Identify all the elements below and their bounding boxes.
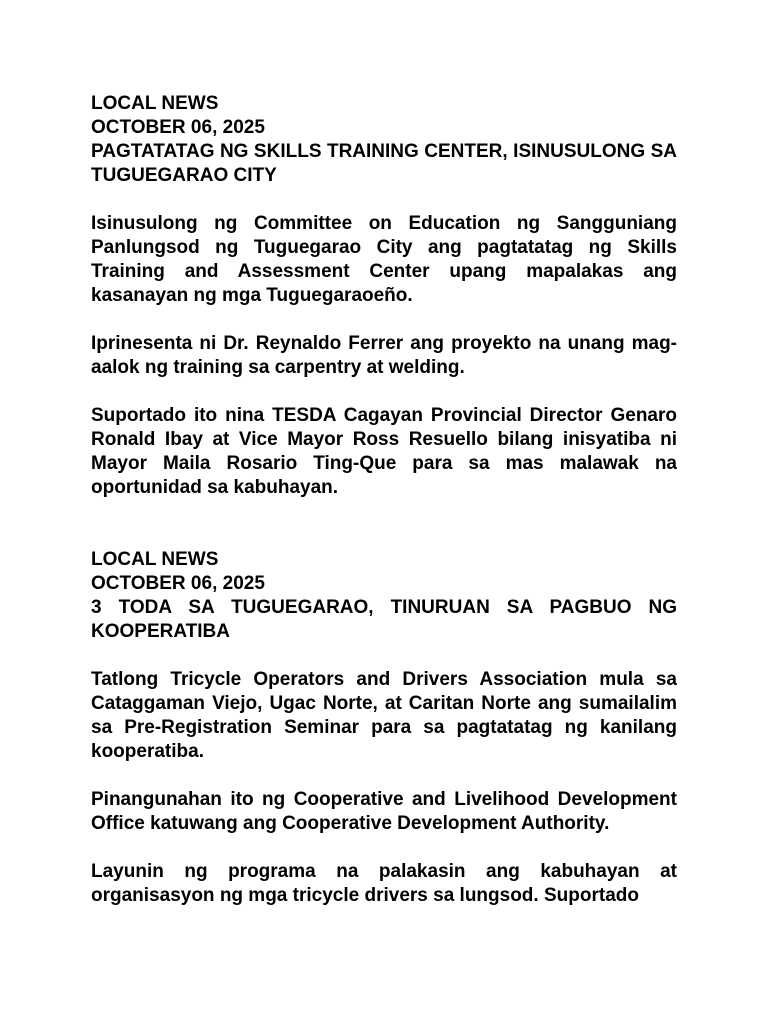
news-paragraph: Tatlong Tricycle Operators and Drivers Association mula sa Cataggaman Viejo, Ugac Norte, at Caritan Norte ang sumailalim sa Pre-Registration Seminar para sa pagtatatag ng kanilang kooperatiba. [91,669,677,762]
news-paragraph: Suportado ito nina TESDA Cagayan Provincial Director Genaro Ronald Ibay at Vice Mayor Ross Resuello bilang inisyatiba ni Mayor Maila Rosario Ting-Que para sa mas malawak na oportunidad sa kabuhayan. [91,405,677,498]
news-headline: PAGTATATAG NG SKILLS TRAINING CENTER, ISINUSULONG SA TUGUEGARAO CITY [91,141,677,186]
news-category: LOCAL NEWS [91,549,219,570]
news-date: OCTOBER 06, 2025 [91,573,265,594]
news-paragraph: Pinangunahan ito ng Cooperative and Livelihood Development Office katuwang ang Cooperative Development Authority. [91,789,677,834]
news-headline: 3 TODA SA TUGUEGARAO, TINURUAN SA PAGBUO NG KOOPERATIBA [91,597,677,642]
news-article [91,548,677,908]
news-article [91,92,677,500]
news-category: LOCAL NEWS [91,93,219,114]
news-paragraph: Layunin ng programa na palakasin ang kabuhayan at organisasyon ng mga tricycle drivers sa lungsod. Suportado [91,861,677,906]
news-paragraph: Iprinesenta ni Dr. Reynaldo Ferrer ang proyekto na unang mag-aalok ng training sa carpentry at welding. [91,333,677,378]
news-date: OCTOBER 06, 2025 [91,117,265,138]
document-page [91,92,677,908]
news-paragraph: Isinusulong ng Committee on Education ng Sangguniang Panlungsod ng Tuguegarao City ang pagtatatag ng Skills Training and Assessment Center upang mapalakas ang kasanayan ng mga Tuguegaraoeño. [91,213,677,306]
